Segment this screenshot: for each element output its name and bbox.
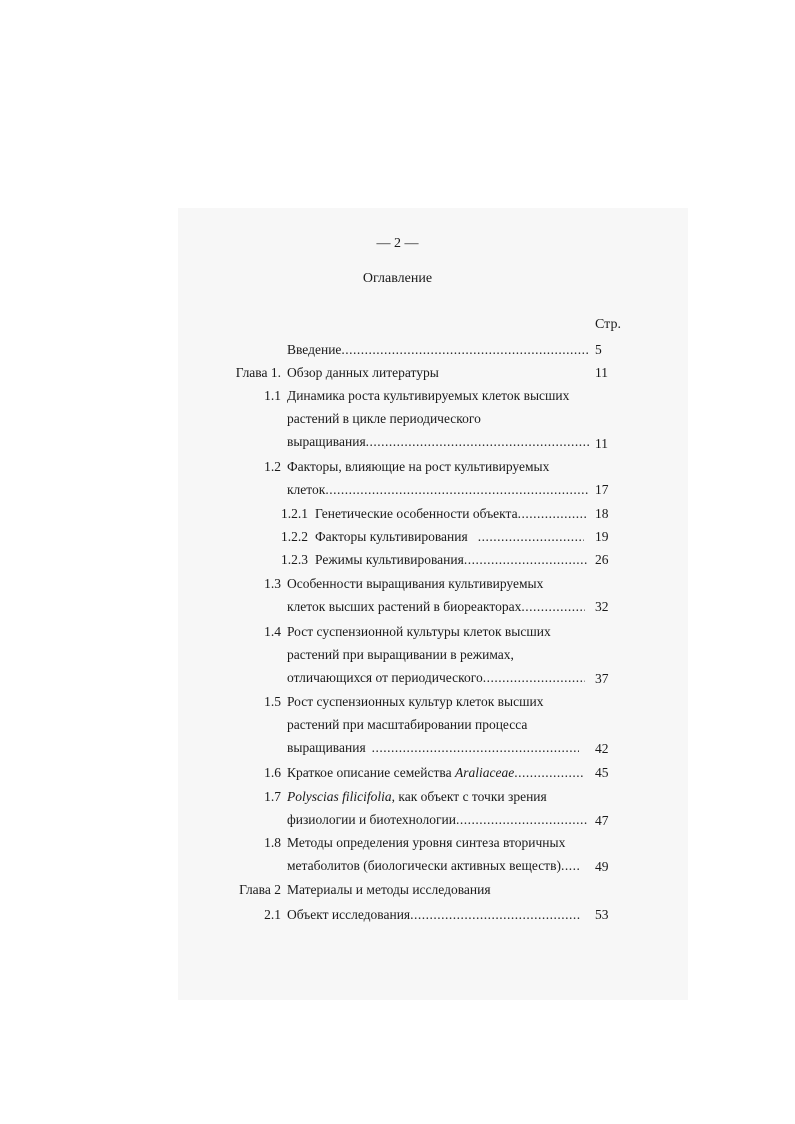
- toc-entry-italic: Araliaceae: [454, 765, 515, 780]
- toc-entry-line[interactable]: Рост суспензионных культур клеток высших: [287, 694, 544, 709]
- toc-entry-text: выращивания: [287, 740, 366, 755]
- toc-entry-1-8[interactable]: [287, 858, 589, 874]
- toc-label: 1.1: [264, 388, 281, 403]
- toc-entry-text: клеток: [287, 482, 326, 497]
- toc-entry-1-6[interactable]: [287, 765, 583, 781]
- toc-label: 1.2.3: [281, 552, 308, 567]
- toc-page: 11: [595, 436, 608, 451]
- toc-label: Глава 1.: [235, 365, 281, 380]
- toc-page: 5: [595, 342, 602, 357]
- toc-entry-text: отличающихся от периодического: [287, 670, 483, 685]
- toc-entry-text: метаболитов (биологически активных веществ): [287, 858, 561, 873]
- toc-entry-1-2-2[interactable]: [315, 529, 584, 545]
- toc-page: 42: [595, 741, 609, 756]
- toc-entry-text: клеток высших растений в биореакторах: [287, 599, 522, 614]
- toc-entry-line[interactable]: растений в цикле периодического: [287, 411, 481, 426]
- toc-page: 32: [595, 599, 609, 614]
- toc-label: 1.2: [264, 459, 281, 474]
- page-number: — 2 —: [376, 236, 419, 251]
- toc-label: 1.7: [264, 789, 281, 804]
- toc-label: 1.3: [264, 576, 281, 591]
- toc-entry-text: Объект исследования: [287, 907, 411, 922]
- toc-entry-1-2-1[interactable]: [315, 506, 586, 522]
- page-title: Оглавление: [362, 271, 433, 286]
- toc-entry-chapter-2[interactable]: Материалы и методы исследования: [287, 882, 491, 897]
- toc-entry-intro[interactable]: [287, 342, 589, 358]
- toc-entry-line[interactable]: [287, 789, 547, 805]
- toc-label: 2.1: [264, 907, 281, 922]
- toc-entry-line[interactable]: Особенности выращивания культивируемых: [287, 576, 544, 591]
- toc-label: 1.4: [264, 624, 281, 639]
- toc-entry-text: выращивания: [287, 434, 366, 449]
- toc-page: 11: [595, 365, 608, 380]
- toc-entry-line[interactable]: Методы определения уровня синтеза вторичных: [287, 835, 566, 850]
- toc-entry-line[interactable]: Факторы, влияющие на рост культивируемых: [287, 459, 550, 474]
- toc-label: 1.2.2: [281, 529, 308, 544]
- toc-entry-1-7[interactable]: [287, 812, 587, 828]
- toc-entry-text: физиологии и биотехнологии: [287, 812, 456, 827]
- toc-page: 19: [595, 529, 609, 544]
- toc-label: Глава 2: [239, 882, 281, 897]
- toc-entry-italic: Polyscias filicifolia: [287, 789, 392, 804]
- toc-entry-2-1[interactable]: [287, 907, 581, 923]
- toc-label: 1.8: [264, 835, 281, 850]
- toc-entry-1-1[interactable]: [287, 434, 589, 450]
- toc-entry-line[interactable]: Рост суспензионной культуры клеток высших: [287, 624, 551, 639]
- toc-entry-text: Генетические особенности объекта: [315, 506, 518, 521]
- toc-label: 1.2.1: [281, 506, 308, 521]
- toc-page: 53: [595, 907, 609, 922]
- toc-page: 26: [595, 552, 609, 567]
- toc-page: 49: [595, 859, 609, 874]
- toc-entry-text: , как объект с точки зрения: [391, 789, 547, 804]
- toc-entry-text: Режимы культивирования: [315, 552, 464, 567]
- toc-entry-1-5[interactable]: [287, 740, 579, 756]
- pages-column-header: Стр.: [595, 317, 621, 332]
- toc-entry-line[interactable]: Динамика роста культивируемых клеток высших: [287, 388, 570, 403]
- toc-label: 1.5: [264, 694, 281, 709]
- toc-page: 17: [595, 482, 609, 497]
- toc-entry-1-4[interactable]: [287, 670, 585, 686]
- toc-page: 47: [595, 813, 609, 828]
- toc-page: 37: [595, 671, 609, 686]
- toc-entry-text: Краткое описание семейства: [287, 765, 455, 780]
- toc-entry-line[interactable]: растений при масштабировании процесса: [287, 717, 528, 732]
- toc-entry-1-2-3[interactable]: [315, 552, 588, 568]
- toc-page: 18: [595, 506, 609, 521]
- toc-label: 1.6: [264, 765, 281, 780]
- toc-entry-chapter-1[interactable]: Обзор данных литературы: [287, 365, 439, 380]
- toc-entry-line[interactable]: растений при выращивании в режимах,: [287, 647, 514, 662]
- toc-page: 45: [595, 765, 609, 780]
- toc-entry-1-3[interactable]: [287, 599, 585, 615]
- toc-entry-1-2[interactable]: [287, 482, 589, 498]
- toc-entry-text: Факторы культивирования: [315, 529, 468, 544]
- toc-entry-text: Введение: [287, 342, 342, 357]
